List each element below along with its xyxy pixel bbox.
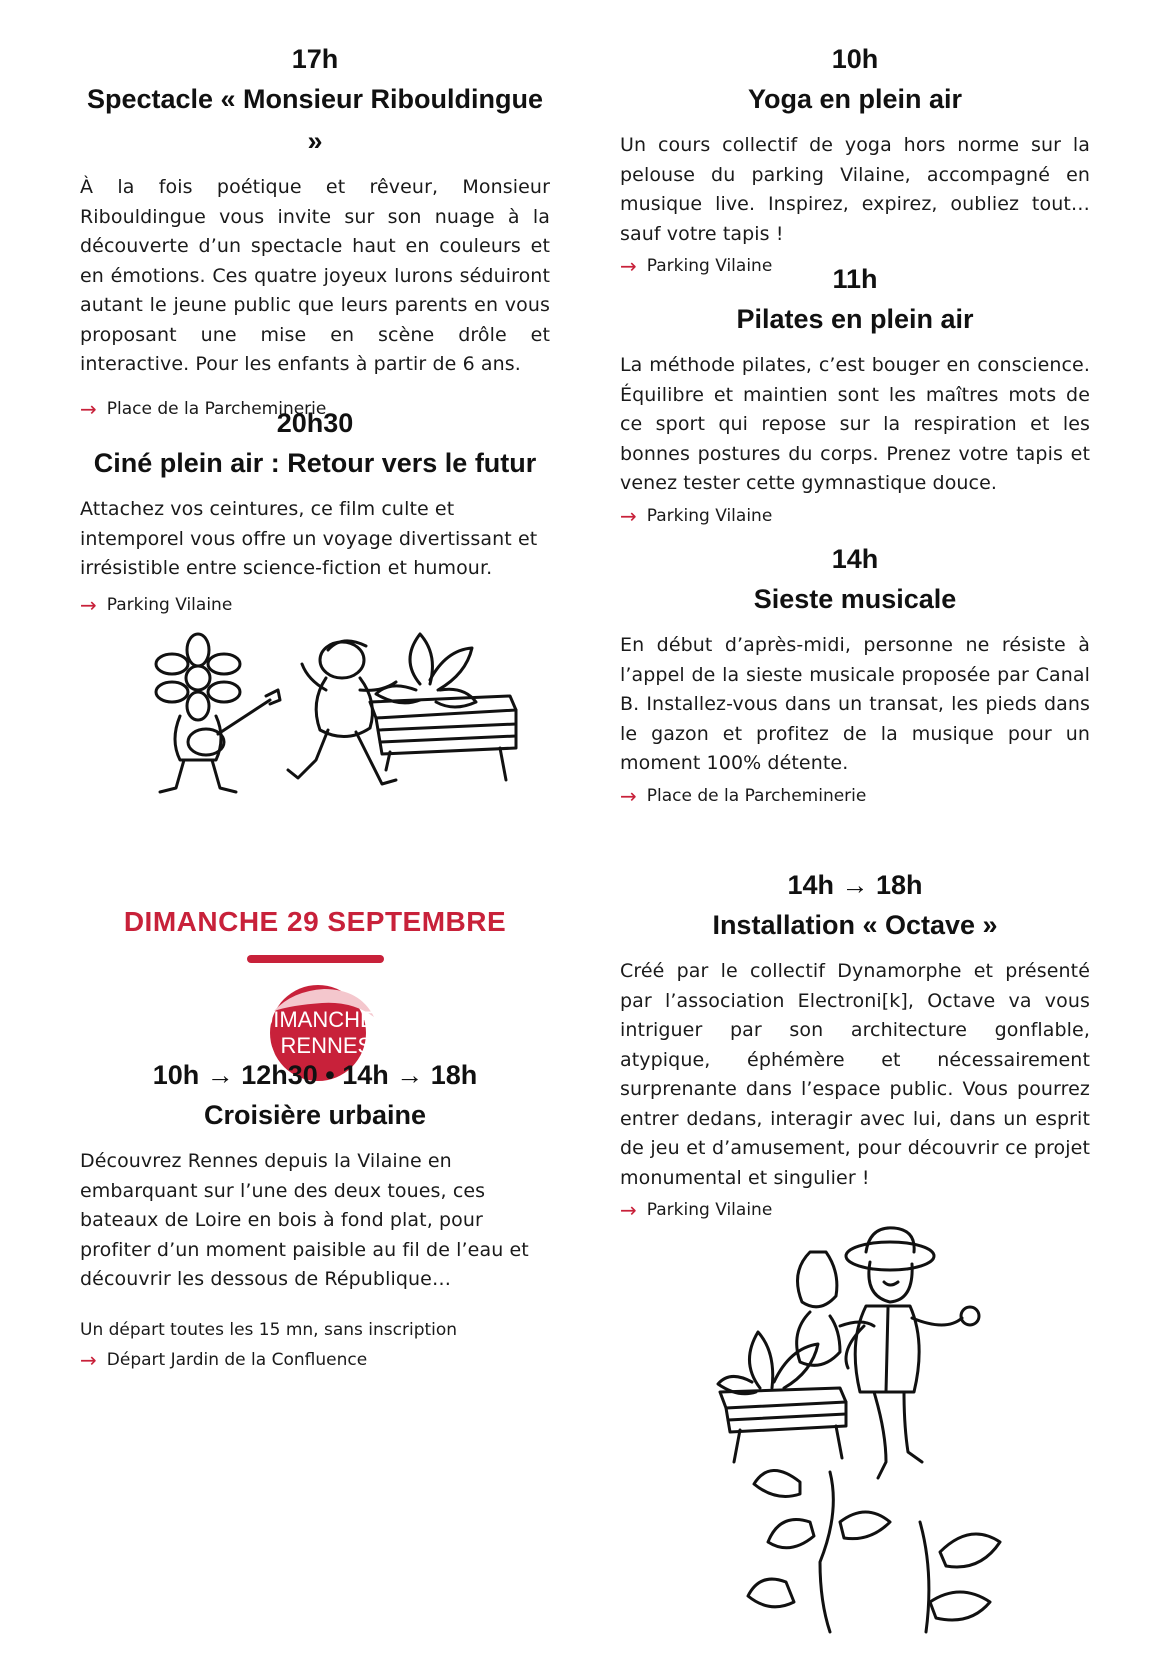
event-description: À la fois poétique et rêveur, Monsieur Ribouldingue vous invite sur son nuage à la découverte d’un spectacle haut en couleurs et en émotions. Ces quatre joyeux lurons séduiront autant le jeune public que leurs parents en vous proposant une mise en scène drôle et interactive. Pour les enfants à partir de 6 ans.	[80, 176, 550, 375]
event-location	[80, 1347, 550, 1373]
event-location	[80, 592, 550, 618]
event-title: Sieste musicale	[753, 584, 957, 614]
event-time: 10h	[831, 44, 879, 74]
event-location	[620, 503, 1090, 529]
event-cine	[80, 404, 550, 618]
event-description: La méthode pilates, c’est bouger en conscience. Équilibre et maintien sont les maîtres mots de ce sport qui repose sur la respiration et les bonnes postures du corps. Prenez votre tapis et venez tester cette gymnastique douce.	[620, 354, 1090, 494]
event-croisiere	[80, 1056, 550, 1373]
event-time: 14h	[831, 544, 879, 574]
arrow-right-icon: →	[80, 1347, 97, 1372]
location-label: Place de la Parcheminerie	[106, 398, 327, 419]
event-title: Yoga en plein air	[747, 84, 963, 114]
arrow-right-icon: →	[80, 592, 97, 617]
event-location	[620, 783, 1090, 809]
logo-line-2: À RENNES	[259, 1033, 373, 1058]
event-time: 11h	[832, 264, 878, 294]
day-heading: DIMANCHE 29 SEPTEMBRE	[123, 906, 507, 937]
location-label: Place de la Parcheminerie	[646, 785, 867, 806]
event-time: 20h30	[276, 408, 354, 438]
musicians-illustration	[120, 620, 520, 800]
event-note: Un départ toutes les 15 mn, sans inscription	[80, 1319, 458, 1340]
location-label: Parking Vilaine	[646, 1200, 773, 1220]
event-title: Pilates en plein air	[736, 304, 974, 334]
event-title: Spectacle « Monsieur Ribouldingue »	[86, 84, 544, 156]
event-time: 10h → 12h30 • 14h → 18h	[152, 1060, 478, 1090]
octave-illustration	[690, 1222, 1090, 1642]
event-description: Attachez vos ceintures, ce film culte et intemporel vous offre un voyage divertissant et irrésistible entre science-fiction et humour.	[80, 498, 538, 579]
event-title: Installation « Octave »	[712, 910, 998, 940]
event-title: Ciné plein air : Retour vers le futur	[93, 448, 537, 478]
event-description: Un cours collectif de yoga hors norme sur la pelouse du parking Vilaine, accompagné en musique live. Inspirez, expirez, oubliez tout… sauf votre tapis !	[620, 134, 1090, 245]
event-spectacle	[80, 40, 550, 422]
arrow-right-icon: →	[80, 396, 97, 421]
location-label: Parking Vilaine	[106, 594, 233, 615]
day-heading-underline	[247, 955, 384, 963]
location-label: Départ Jardin de la Confluence	[106, 1349, 368, 1370]
event-sieste	[620, 540, 1090, 809]
logo-line-1: DIMANCHE	[257, 1007, 375, 1032]
arrow-right-icon: →	[620, 503, 637, 528]
location-label: Parking Vilaine	[646, 256, 773, 276]
event-description: Créé par le collectif Dynamorphe et présenté par l’association Electroni[k], Octave va vous intriguer par son architecture gonflable, atypique, éphémère et nécessairement surprenante dans l’espace public. Vous pourrez entrer dedans, interagir avec lui, dans un esprit de jeu et d’amusement, pour découvrir ce projet monumental et singulier !	[620, 960, 1090, 1189]
event-pilates	[620, 260, 1090, 529]
event-yoga	[620, 40, 1090, 279]
event-octave	[620, 866, 1090, 1223]
location-label: Parking Vilaine	[646, 505, 773, 526]
event-description: Découvrez Rennes depuis la Vilaine en embarquant sur l’une des deux toues, ces bateaux de Loire en bois à fond plat, pour profiter d’un moment paisible au fil de l’eau et découvrir les dessous de République…	[80, 1150, 529, 1290]
arrow-right-icon: →	[620, 783, 637, 808]
event-location	[620, 1197, 1090, 1223]
arrow-right-icon: →	[620, 254, 637, 278]
event-title: Croisière urbaine	[203, 1100, 427, 1130]
event-description: En début d’après-midi, personne ne résiste à l’appel de la sieste musicale proposée par Canal B. Installez-vous dans un transat, les pieds dans le gazon et profitez de la musique pour un moment 100% détente.	[620, 634, 1090, 774]
event-time: 17h	[291, 44, 339, 74]
arrow-right-icon: →	[620, 1198, 637, 1222]
event-time: 14h → 18h	[787, 870, 923, 900]
